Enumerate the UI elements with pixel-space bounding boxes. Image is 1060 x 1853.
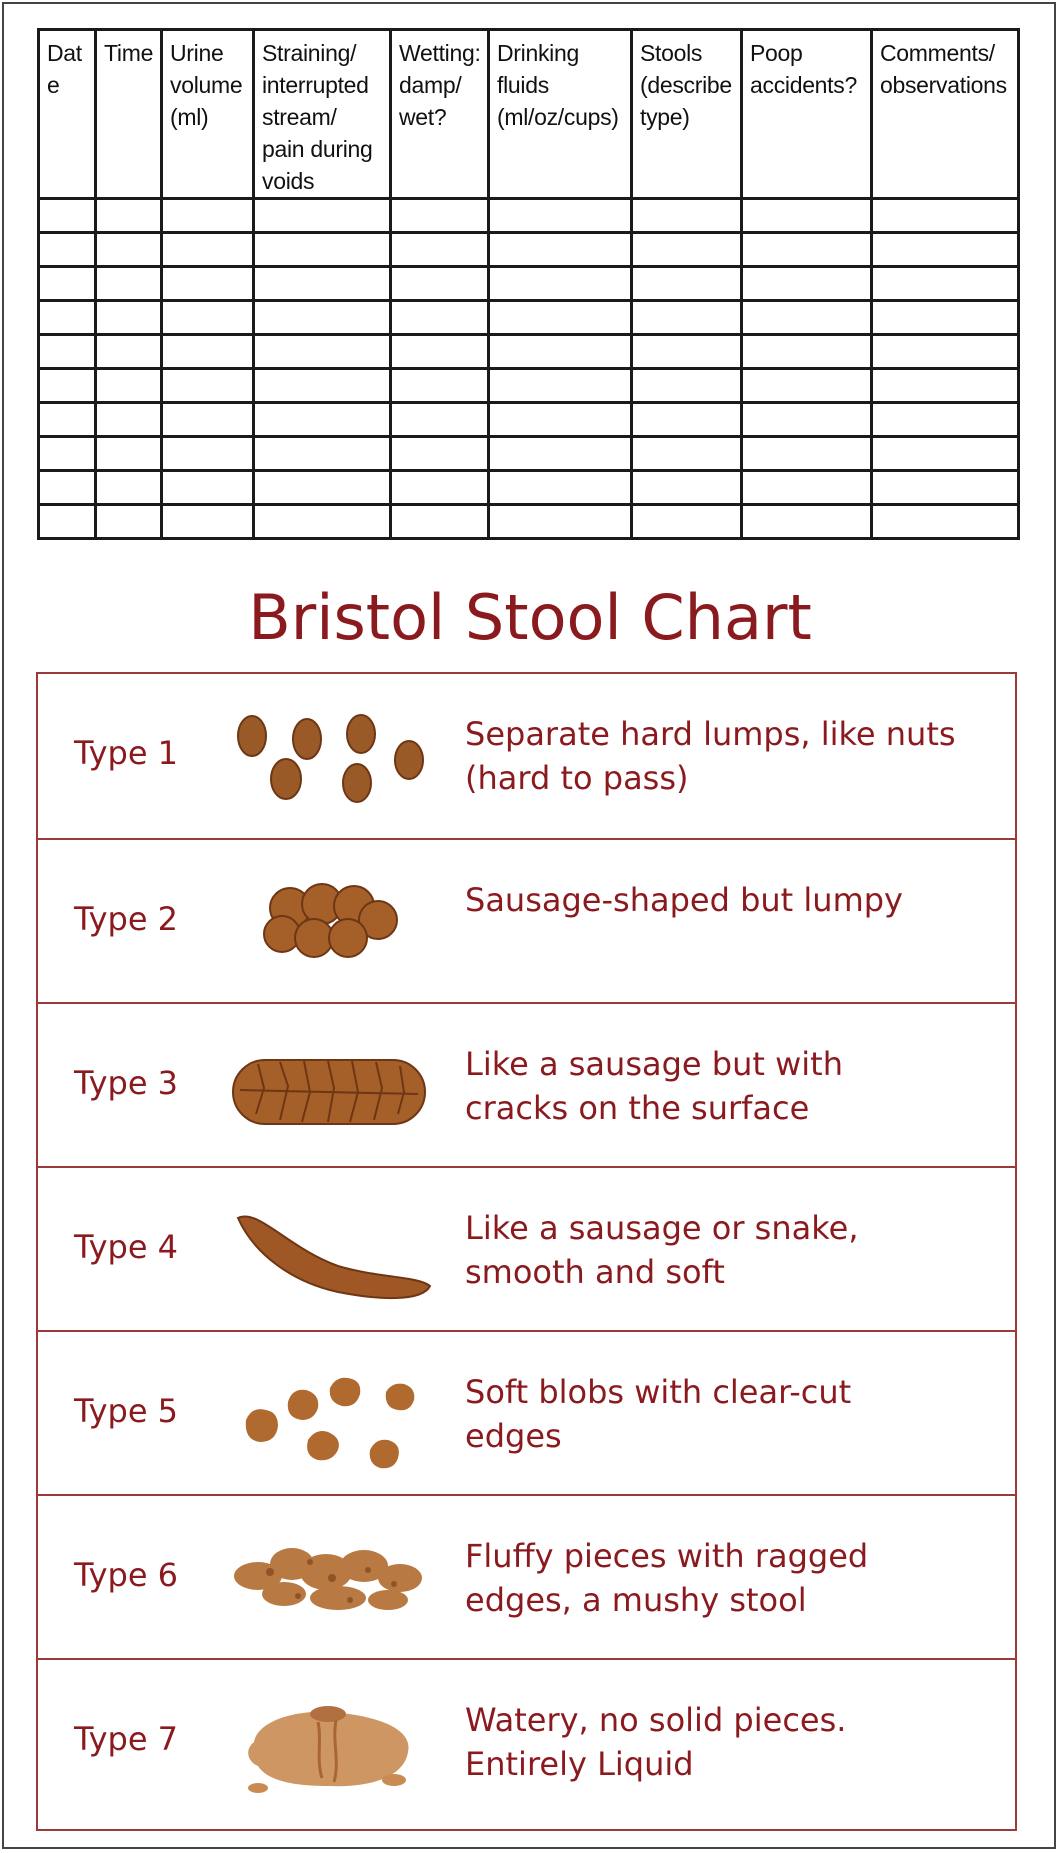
type-label: Type 2 [74, 900, 179, 938]
col-header-urine-volume: Urine volume (ml) [162, 30, 254, 199]
col-header-drinking-fluids: Drinking fluids (ml/oz/cups) [489, 30, 632, 199]
log-entry-cell[interactable] [96, 437, 162, 471]
col-header-time: Time [96, 30, 162, 199]
log-entry-cell[interactable] [96, 199, 162, 233]
log-entry-cell[interactable] [254, 267, 391, 301]
log-entry-cell[interactable] [489, 233, 632, 267]
log-entry-cell[interactable] [742, 199, 872, 233]
type-label: Type 1 [74, 734, 179, 772]
hard-lumps-icon [218, 684, 438, 824]
log-entry-cell[interactable] [162, 403, 254, 437]
log-entry-cell[interactable] [872, 267, 1019, 301]
log-entry-cell[interactable] [872, 199, 1019, 233]
log-entry-cell[interactable] [96, 505, 162, 539]
log-entry-cell[interactable] [162, 233, 254, 267]
log-entry-cell[interactable] [162, 437, 254, 471]
log-entry-cell[interactable] [632, 403, 742, 437]
log-entry-cell[interactable] [162, 335, 254, 369]
liquid-puddle-icon [218, 1670, 438, 1810]
log-entry-cell[interactable] [162, 301, 254, 335]
log-entry-cell[interactable] [742, 267, 872, 301]
log-entry-cell[interactable] [96, 301, 162, 335]
log-entry-cell[interactable] [742, 233, 872, 267]
type-label: Type 5 [74, 1392, 179, 1430]
log-entry-cell[interactable] [39, 199, 96, 233]
log-entry-cell[interactable] [162, 471, 254, 505]
log-entry-cell[interactable] [872, 233, 1019, 267]
log-entry-cell[interactable] [39, 471, 96, 505]
bladder-bowel-log-table [37, 28, 1020, 540]
log-entry-cell[interactable] [391, 403, 489, 437]
log-entry-cell[interactable] [489, 335, 632, 369]
chart-title: Bristol Stool Chart [248, 581, 812, 654]
log-entry-cell[interactable] [489, 301, 632, 335]
log-entry-row [39, 233, 1019, 267]
log-entry-cell[interactable] [254, 233, 391, 267]
log-entry-row [39, 301, 1019, 335]
type-description: Sausage-shaped but lumpy [465, 881, 903, 919]
log-entry-cell[interactable] [391, 301, 489, 335]
log-entry-cell[interactable] [872, 437, 1019, 471]
type-row-2 [38, 838, 1015, 1002]
log-entry-cell[interactable] [872, 301, 1019, 335]
log-entry-cell[interactable] [632, 369, 742, 403]
col-header-poop-accidents: Poop accidents? [742, 30, 872, 199]
log-entry-cell[interactable] [872, 369, 1019, 403]
log-entry-cell[interactable] [391, 369, 489, 403]
log-entry-cell[interactable] [632, 505, 742, 539]
type-description: Like a sausage or snake, smooth and soft [465, 1209, 859, 1291]
type-row-4 [38, 1166, 1015, 1330]
log-entry-cell[interactable] [489, 369, 632, 403]
log-entry-cell[interactable] [742, 403, 872, 437]
log-entry-cell[interactable] [742, 471, 872, 505]
log-entry-row [39, 471, 1019, 505]
log-entry-cell[interactable] [632, 437, 742, 471]
log-entry-cell[interactable] [872, 505, 1019, 539]
col-header-date: Date [39, 30, 96, 199]
col-header-comments: Comments/ observations [872, 30, 1019, 199]
type-description: Soft blobs with clear-cut edges [465, 1373, 852, 1455]
log-entry-cell[interactable] [489, 403, 632, 437]
log-entry-cell[interactable] [254, 505, 391, 539]
log-entry-cell[interactable] [872, 403, 1019, 437]
log-entry-cell[interactable] [39, 301, 96, 335]
log-entry-cell[interactable] [742, 369, 872, 403]
log-entry-cell[interactable] [96, 233, 162, 267]
col-header-stools: Stools (describe type) [632, 30, 742, 199]
log-entry-cell[interactable] [254, 403, 391, 437]
log-entry-cell[interactable] [632, 301, 742, 335]
log-entry-row [39, 437, 1019, 471]
cracked-sausage-icon [218, 1014, 438, 1154]
log-entry-cell[interactable] [391, 199, 489, 233]
type-description: Separate hard lumps, like nuts (hard to pass) [465, 715, 956, 797]
log-entry-cell[interactable] [742, 301, 872, 335]
log-entry-cell[interactable] [632, 199, 742, 233]
log-entry-cell[interactable] [489, 267, 632, 301]
log-entry-cell[interactable] [162, 199, 254, 233]
log-entry-row [39, 369, 1019, 403]
log-entry-cell[interactable] [96, 471, 162, 505]
type-label: Type 6 [74, 1556, 179, 1594]
log-entry-row [39, 403, 1019, 437]
log-entry-cell[interactable] [39, 335, 96, 369]
type-description: Fluffy pieces with ragged edges, a mushy stool [465, 1537, 869, 1619]
log-entry-row [39, 267, 1019, 301]
mushy-pieces-icon [218, 1506, 438, 1646]
log-entry-cell[interactable] [742, 505, 872, 539]
log-entry-cell[interactable] [96, 335, 162, 369]
log-entry-cell[interactable] [489, 199, 632, 233]
type-description: Watery, no solid pieces. Entirely Liquid [465, 1701, 847, 1783]
log-entry-cell[interactable] [632, 233, 742, 267]
type-row-6 [38, 1494, 1015, 1658]
log-entry-cell[interactable] [254, 199, 391, 233]
log-entry-cell[interactable] [39, 505, 96, 539]
log-entry-cell[interactable] [391, 505, 489, 539]
smooth-snake-icon [218, 1178, 438, 1318]
log-entry-row [39, 335, 1019, 369]
log-entry-cell[interactable] [742, 437, 872, 471]
bristol-stool-chart [36, 672, 1017, 1831]
log-entry-cell[interactable] [254, 301, 391, 335]
log-entry-cell[interactable] [254, 335, 391, 369]
log-entry-cell[interactable] [39, 437, 96, 471]
type-row-1 [38, 674, 1015, 838]
log-entry-cell[interactable] [162, 505, 254, 539]
log-entry-cell[interactable] [391, 437, 489, 471]
log-entry-cell[interactable] [391, 471, 489, 505]
type-label: Type 7 [74, 1720, 179, 1758]
log-entry-cell[interactable] [162, 267, 254, 301]
log-entry-cell[interactable] [872, 335, 1019, 369]
log-entry-cell[interactable] [489, 505, 632, 539]
log-entry-cell[interactable] [254, 369, 391, 403]
log-entry-cell[interactable] [162, 369, 254, 403]
log-entry-cell[interactable] [632, 335, 742, 369]
type-label: Type 3 [74, 1064, 179, 1102]
log-entry-cell[interactable] [96, 369, 162, 403]
log-entry-cell[interactable] [39, 267, 96, 301]
log-entry-cell[interactable] [632, 471, 742, 505]
log-entry-cell[interactable] [872, 471, 1019, 505]
type-label: Type 4 [74, 1228, 179, 1266]
type-description: Like a sausage but with cracks on the surface [465, 1045, 843, 1127]
log-entry-cell[interactable] [39, 369, 96, 403]
soft-blobs-icon [218, 1342, 438, 1482]
log-entry-cell[interactable] [391, 335, 489, 369]
type-row-3 [38, 1002, 1015, 1166]
lumpy-sausage-icon [218, 850, 438, 990]
log-entry-cell[interactable] [391, 267, 489, 301]
log-body [39, 199, 1019, 539]
type-row-7 [38, 1658, 1015, 1822]
col-header-straining: Straining/ interrupted stream/ pain during voids [254, 30, 391, 199]
log-entry-cell[interactable] [489, 437, 632, 471]
log-entry-cell[interactable] [632, 267, 742, 301]
col-header-wetting: Wetting: damp/ wet? [391, 30, 489, 199]
log-entry-cell[interactable] [489, 471, 632, 505]
log-entry-cell[interactable] [39, 403, 96, 437]
log-entry-row [39, 505, 1019, 539]
log-entry-cell[interactable] [96, 267, 162, 301]
log-entry-cell[interactable] [742, 335, 872, 369]
log-entry-cell[interactable] [391, 233, 489, 267]
log-entry-cell[interactable] [39, 233, 96, 267]
log-entry-cell[interactable] [96, 403, 162, 437]
log-entry-cell[interactable] [254, 437, 391, 471]
log-header-row [39, 30, 1019, 199]
log-entry-cell[interactable] [254, 471, 391, 505]
type-row-5 [38, 1330, 1015, 1494]
log-entry-row [39, 199, 1019, 233]
